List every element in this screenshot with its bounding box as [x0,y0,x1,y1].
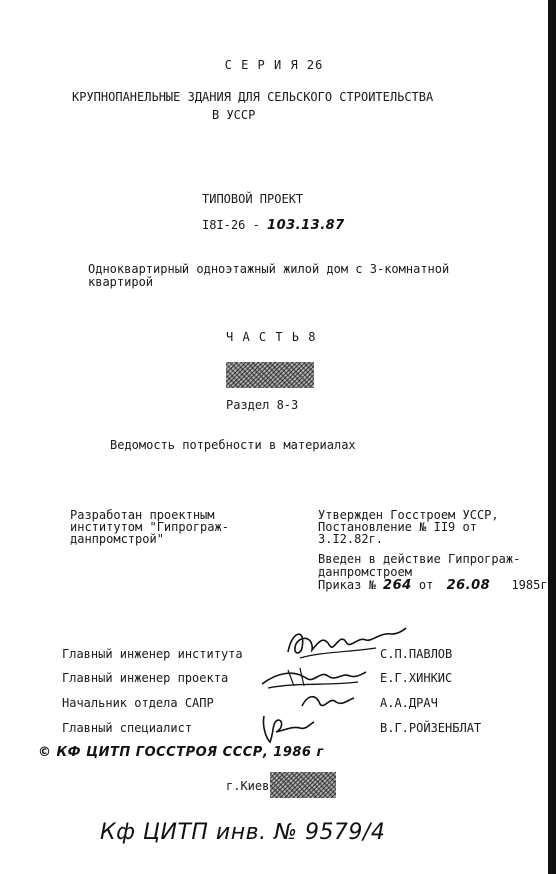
signatory-role-2: Главный инженер проекта [62,671,229,685]
signatory-name-1: С.П.ПАВЛОВ [380,647,453,661]
signatory-role-1: Главный инженер института [62,647,243,661]
project-code-handwritten: 103.13.87 [267,218,345,233]
signature-roizenblat [256,712,316,746]
order-number: 264 [383,578,412,593]
approved-line-3: 3.I2.82г. [318,532,384,546]
project-label: ТИПОВОЙ ПРОЕКТ [202,192,304,206]
scan-edge [548,0,556,874]
signature-drach [298,690,358,712]
signature-pavlov [280,622,410,662]
order-date: 26.08 [446,578,491,593]
developer-line-3: данпромстрой" [70,532,164,546]
signatory-name-3: А.А.ДРАЧ [380,696,438,710]
section-label: Раздел 8-3 [226,398,299,412]
order-year: 1985г [511,578,548,592]
approved-line-2: Постановление № II9 от [318,520,477,534]
order-prefix: Приказ № [318,578,376,592]
project-code [202,218,345,233]
description-line-1: Одноквартирный одноэтажный жилой дом с 3-комнатной [88,262,450,276]
signatory-name-4: В.Г.РОЙЗЕНБЛАТ [380,721,482,735]
document-title: Ведомость потребности в материалах [110,438,356,452]
inventory-note: Кф ЦИТП инв. № 9579/4 [100,820,386,845]
developer-line-2: институтом "Гипрограж- [70,520,229,534]
redacted-stamp-city [270,772,336,798]
project-code-typed: I8I-26 - [202,218,260,232]
title-line-2: В УССР [212,108,256,122]
approved-line-1: Утвержден Госстроем УССР, [318,508,499,522]
description-line-2: квартирой [88,275,154,289]
copyright-note: © КФ ЦИТП ГОССТРОЯ СССР, 1986 г [38,745,324,760]
signatory-name-2: Е.Г.ХИНКИС [380,671,453,685]
part-label: Ч А С Т Ь 8 [226,330,317,344]
signatory-role-4: Главный специалист [62,721,193,735]
title-line-1: КРУПНОПАНЕЛЬНЫЕ ЗДАНИЯ ДЛЯ СЕЛЬСКОГО СТРОИТЕЛЬСТВА [72,90,434,104]
introduced-line-2: данпромстроем [318,565,412,579]
order-line [318,578,548,593]
introduced-line-1: Введен в действие Гипрограж- [318,552,521,566]
redacted-stamp [226,362,314,388]
developer-line-1: Разработан проектным [70,508,215,522]
series-label: С Е Р И Я 26 [224,58,324,72]
city-label: г.Киев [226,779,270,793]
signatory-role-3: Начальник отдела САПР [62,696,214,710]
order-from: от [418,578,434,592]
